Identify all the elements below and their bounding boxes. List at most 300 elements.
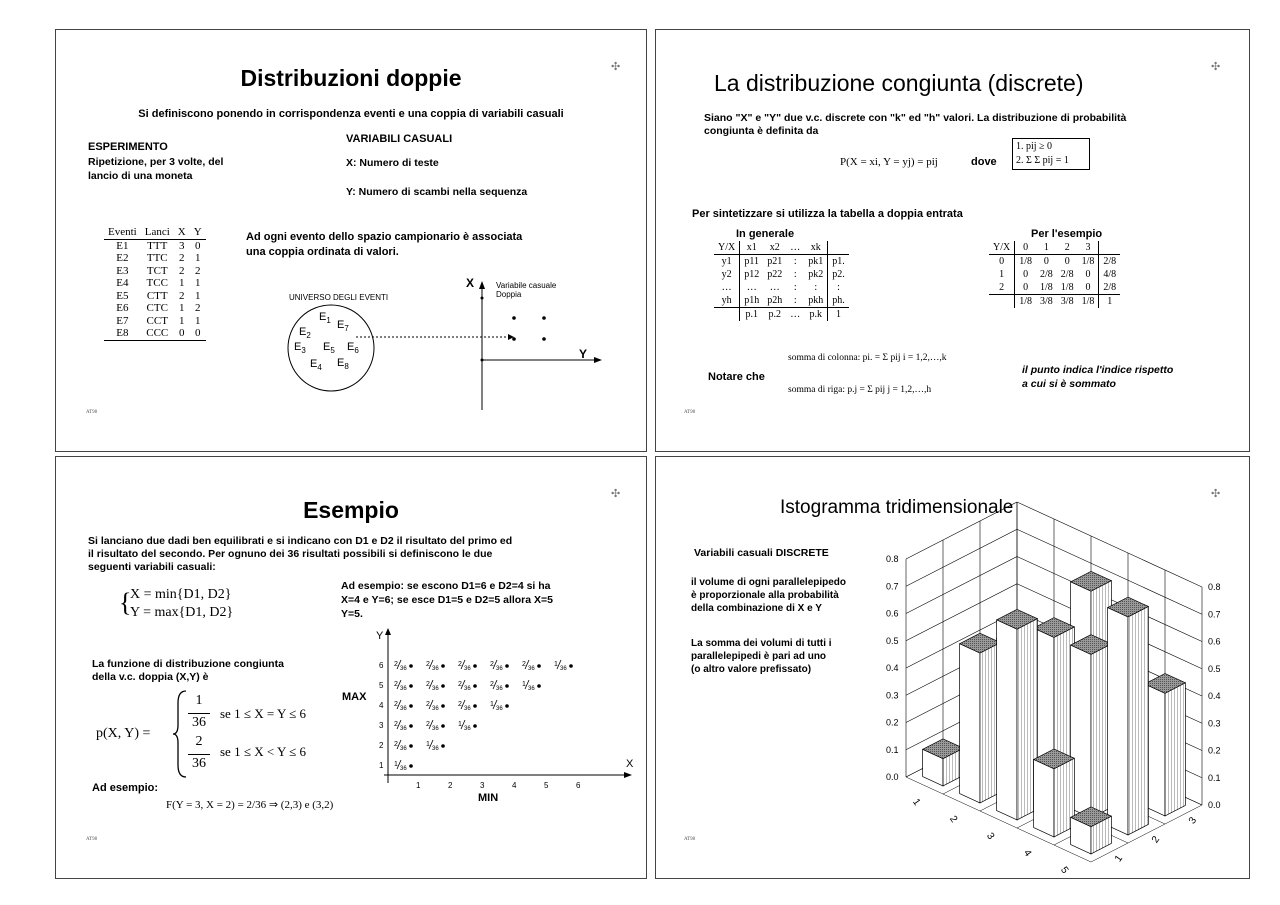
- table-cell: 1: [1036, 241, 1057, 255]
- point-dot: [409, 684, 413, 688]
- table-cell: CTT: [146, 289, 168, 302]
- case-brace: [172, 689, 188, 779]
- data-point: [426, 660, 445, 672]
- z-tick-label-left: 0.5: [886, 635, 899, 646]
- z-tick-label-right: 0.0: [1208, 800, 1221, 810]
- joint-formula: P(X = xi, Y = yj) = pij: [840, 156, 938, 168]
- table-cell: CCC: [141, 327, 174, 340]
- point-label-den: 36: [496, 706, 503, 712]
- table-cell: 0: [1015, 268, 1036, 281]
- intro-1: Si lanciano due dadi ben equilibrati e si indicano con D1 e D2 il risultato del primo ed: [88, 535, 513, 547]
- example-2: X=4 e Y=6; se esce D1=5 e D2=5 allora X=5: [341, 594, 554, 606]
- y-tick-label: 4: [379, 701, 384, 710]
- data-point: [426, 700, 445, 712]
- point-dot: [441, 744, 445, 748]
- def-x: X = min{D1, D2}: [130, 587, 232, 602]
- p-lhs: p(X, Y) =: [96, 726, 151, 741]
- x-tick-label: 1: [416, 781, 421, 790]
- col-header: Lanci: [141, 226, 174, 239]
- point-label-den: 36: [432, 726, 439, 732]
- table-cell: pk2: [808, 269, 824, 280]
- table-cell: 3: [1078, 241, 1099, 255]
- table-cell: 1/8: [1081, 256, 1095, 267]
- conditions-box: [1012, 138, 1090, 170]
- table-cell: 3/8: [1060, 296, 1074, 307]
- point-dot: [505, 684, 509, 688]
- table-cell: TTT: [147, 239, 168, 252]
- var-y: Y: Numero di scambi nella sequenza: [346, 186, 528, 198]
- table-cell: p12: [740, 268, 764, 281]
- table-cell: p1h: [740, 294, 764, 308]
- vol-3: della combinazione di X e Y: [691, 603, 822, 614]
- table-cell: x1: [740, 241, 764, 255]
- table-cell: y2: [721, 269, 732, 280]
- y-tick-label: 3: [1186, 815, 1200, 827]
- table-cell: …: [769, 282, 780, 293]
- point-dot: [409, 744, 413, 748]
- histogram-bar: [960, 633, 1001, 803]
- table-cell: 1: [194, 252, 201, 264]
- x-tick-label: 3: [984, 830, 997, 842]
- table-cell: p2h: [763, 294, 786, 308]
- general-joint-table: [714, 241, 849, 321]
- table-row: [714, 281, 849, 294]
- slide-title: La distribuzione congiunta (discrete): [714, 70, 1084, 96]
- table-cell: 2: [989, 281, 1015, 295]
- bar-front-face: [1034, 759, 1054, 836]
- point-label-num: 2: [490, 661, 494, 668]
- table-cell: TTC: [146, 252, 168, 264]
- point-label-num: 1: [426, 741, 430, 748]
- table-cell: :: [786, 294, 804, 308]
- table-cell: E1: [116, 239, 129, 252]
- point-label-num: 2: [394, 681, 398, 688]
- F-example: F(Y = 3, X = 2) = 2/36 ⇒ (2,3) e (3,2): [166, 799, 334, 811]
- point-label-den: 36: [400, 666, 407, 672]
- histogram-bar: [923, 739, 964, 786]
- z-tick-label-right: 0.4: [1208, 691, 1221, 701]
- slide-title: Distribuzioni doppie: [240, 65, 462, 91]
- footer: AT98: [684, 837, 696, 842]
- table-cell: :: [793, 269, 797, 280]
- var-heading: VARIABILI CASUALI: [346, 133, 453, 145]
- sum-1: La somma dei volumi di tutti i: [691, 638, 832, 649]
- event-label: $E_1$: [319, 311, 331, 325]
- y-tick-label: 1: [1112, 853, 1126, 865]
- vol-2: è proporzionale alla probabilità: [691, 590, 839, 601]
- event-label: $E_7$: [337, 319, 349, 333]
- z-tick-label-left: 0.2: [886, 717, 899, 728]
- example-1: Ad esempio: se escono D1=6 e D2=4 si ha: [341, 580, 551, 592]
- table-cell: 1/8: [1015, 255, 1036, 269]
- table-cell: 1/8: [1081, 296, 1095, 307]
- table-cell: 2/8: [1099, 255, 1120, 269]
- point-label-num: 2: [426, 661, 430, 668]
- table-cell: 0: [1015, 241, 1036, 255]
- point-label-den: 36: [400, 746, 407, 752]
- var-disc: Variabili casuali DISCRETE: [694, 547, 829, 559]
- slide-corner-icon: ✣: [1211, 488, 1221, 500]
- table-cell: 0: [174, 327, 190, 340]
- histogram-bar: [997, 609, 1038, 820]
- example-joint-table: [989, 241, 1120, 308]
- histogram-bar: [1108, 597, 1149, 835]
- slide-corner-icon: ✣: [1211, 61, 1221, 73]
- frac-num-2: 2: [195, 734, 203, 749]
- punto-note-2: a cui si è sommato: [1022, 378, 1116, 390]
- table-row: [714, 241, 849, 255]
- table-cell: p.2: [768, 309, 781, 320]
- point-dot: [505, 704, 509, 708]
- table-cell: 2: [1057, 241, 1078, 255]
- exp-heading: ESPERIMENTO: [88, 141, 168, 153]
- table-cell: 1: [178, 302, 185, 314]
- table-cell: 0: [1064, 256, 1070, 267]
- intro-2: congiunta è definita da: [704, 125, 819, 137]
- data-point: [394, 700, 413, 712]
- slide-distribuzioni-doppie: [55, 29, 647, 452]
- table-cell: 4/8: [1099, 268, 1120, 281]
- events-diagram: [56, 30, 646, 451]
- bar-front-face: [960, 644, 980, 803]
- z-tick-label-left: 0.7: [886, 581, 899, 592]
- table-cell: TCC: [146, 277, 168, 289]
- table-cell: 0: [1078, 281, 1099, 295]
- table-cell: 0: [1043, 256, 1049, 267]
- somma-colonna: somma di colonna: pi. = Σ pij i = 1,2,…,k: [788, 353, 947, 363]
- table-cell: 1/8: [1057, 281, 1078, 295]
- table-cell: pkh: [804, 294, 828, 308]
- data-point: [458, 700, 477, 712]
- z-tick-label-right: 0.5: [1208, 663, 1221, 674]
- mapped-point: [481, 359, 484, 362]
- table-cell: :: [828, 281, 849, 294]
- table-cell: 2/8: [1099, 281, 1120, 295]
- table-cell: E5: [116, 289, 129, 302]
- per-esempio-label: Per l'esempio: [1031, 228, 1103, 240]
- data-point: [490, 700, 509, 712]
- frac-den-1: 36: [192, 715, 206, 730]
- data-point: [394, 680, 413, 692]
- point-dot: [505, 664, 509, 668]
- table-cell: E4: [116, 277, 129, 289]
- table-cell: 1: [1099, 295, 1120, 309]
- table-row: [714, 308, 849, 322]
- table-cell: 3: [178, 239, 185, 252]
- table-cell: E3: [116, 264, 129, 277]
- y-tick-label: 2: [379, 741, 384, 750]
- condition-2: 2. Σ Σ pij = 1: [1016, 155, 1069, 166]
- table-cell: E7: [116, 314, 129, 327]
- mapped-point: [512, 337, 516, 341]
- var-doppia-label-1: Variabile casuale: [496, 281, 557, 290]
- table-cell: [714, 308, 740, 322]
- x-tick-label: 3: [480, 781, 485, 790]
- point-dot: [409, 704, 413, 708]
- point-dot: [473, 704, 477, 708]
- point-dot: [473, 664, 477, 668]
- z-tick-label-left: 0.8: [886, 554, 899, 564]
- footer: AT98: [86, 410, 98, 415]
- table-cell: 2: [178, 264, 185, 277]
- max-axis-label: MAX: [342, 691, 367, 703]
- table-cell: :: [814, 282, 818, 293]
- data-point: [522, 660, 541, 672]
- data-point: [522, 680, 541, 692]
- table-cell: p1.: [828, 255, 849, 269]
- point-label-num: 2: [522, 661, 526, 668]
- point-label-num: 1: [394, 761, 398, 768]
- table-cell: 0: [1085, 269, 1091, 280]
- z-tick-label-right: 0.1: [1208, 772, 1221, 783]
- case-1: se 1 ≤ X = Y ≤ 6: [220, 706, 306, 721]
- table-cell: x2: [763, 241, 786, 255]
- table-cell: [828, 241, 849, 255]
- point-label-num: 2: [458, 681, 462, 688]
- intro-2: il risultato del secondo. Per ognuno dei 36 risultati possibili si definiscono le due: [88, 548, 493, 560]
- ad-esempio: Ad esempio:: [92, 782, 159, 794]
- point-label-den: 36: [400, 766, 407, 772]
- y-tick-label: 1: [379, 761, 384, 770]
- point-label-num: 2: [394, 721, 398, 728]
- table-cell: 2: [194, 264, 201, 277]
- table-cell: p11: [740, 255, 764, 269]
- point-label-den: 36: [400, 686, 407, 692]
- point-label-num: 2: [394, 701, 398, 708]
- table-cell: 2: [194, 302, 201, 314]
- event-label: $E_5$: [323, 341, 335, 355]
- table-cell: xk: [804, 241, 828, 255]
- var-doppia-label-2: Doppia: [496, 290, 522, 299]
- data-point: [458, 680, 477, 692]
- table-cell: [1099, 241, 1120, 255]
- table-cell: p.k: [809, 309, 822, 320]
- table-cell: …: [790, 309, 801, 320]
- data-point: [458, 720, 477, 732]
- case-2: se 1 ≤ X < Y ≤ 6: [220, 744, 306, 759]
- col-header: Eventi: [104, 226, 141, 239]
- mapped-point: [542, 337, 546, 341]
- frac-bar-1: [188, 713, 210, 714]
- table-cell: 0: [190, 327, 206, 340]
- point-label-den: 36: [528, 666, 535, 672]
- min-axis-label: MIN: [478, 792, 499, 804]
- point-label-den: 36: [432, 706, 439, 712]
- table-cell: p2.: [828, 268, 849, 281]
- x-tick-label: 2: [448, 781, 453, 790]
- point-dot: [441, 664, 445, 668]
- somma-riga: somma di riga: p.j = Σ pij j = 1,2,…,h: [788, 385, 932, 395]
- point-label-num: 2: [426, 721, 430, 728]
- table-cell: 1: [194, 277, 201, 289]
- x-tick-label: 2: [947, 813, 960, 825]
- table-cell: yh: [714, 294, 740, 308]
- table-cell: :: [793, 282, 797, 293]
- table-cell: Y/X: [714, 241, 740, 255]
- condition-1: 1. pij ≥ 0: [1016, 141, 1053, 152]
- bar-side-face: [1165, 683, 1185, 816]
- point-dot: [537, 684, 541, 688]
- table-row: [989, 255, 1120, 269]
- point-label-num: 1: [490, 701, 494, 708]
- point-label-den: 36: [432, 746, 439, 752]
- sum-2: parallelepipedi è pari ad uno: [691, 651, 827, 662]
- histogram-bar: [1034, 749, 1075, 837]
- point-label-num: 2: [394, 661, 398, 668]
- table-cell: CTC: [146, 302, 168, 314]
- z-tick-label-right: 0.7: [1208, 609, 1221, 620]
- point-dot: [409, 764, 413, 768]
- z-tick-label-right: 0.8: [1208, 582, 1221, 592]
- table-cell: 2: [178, 289, 185, 302]
- in-generale-label: In generale: [736, 228, 795, 240]
- table-cell: 1: [178, 314, 185, 327]
- axis-y-label: Y: [579, 347, 588, 361]
- y-axis-letter: Y: [376, 630, 384, 642]
- table-cell: 2: [178, 252, 185, 264]
- event-label: $E_4$: [310, 358, 322, 372]
- point-label-den: 36: [464, 686, 471, 692]
- point-label-num: 2: [458, 661, 462, 668]
- table-cell: 2/8: [1060, 269, 1074, 280]
- def-y: Y = max{D1, D2}: [130, 605, 234, 620]
- dove-label: dove: [971, 156, 997, 168]
- table-cell: 0: [194, 239, 201, 252]
- point-label-den: 36: [528, 686, 535, 692]
- z-tick-label-left: 0.0: [886, 772, 899, 782]
- data-point: [490, 660, 509, 672]
- assoc-text-1: Ad ogni evento dello spazio campionario è associata: [246, 231, 523, 243]
- table-row: [714, 294, 849, 308]
- slide-istogramma: [655, 456, 1250, 879]
- grid-line: [1017, 502, 1202, 587]
- vol-1: il volume di ogni parallelepipedo: [691, 577, 847, 588]
- x-tick-label: 5: [1058, 864, 1071, 876]
- point-label-num: 2: [394, 741, 398, 748]
- point-dot: [441, 724, 445, 728]
- bar-front-face: [1108, 608, 1128, 835]
- point-label-num: 1: [522, 681, 526, 688]
- z-tick-label-right: 0.3: [1208, 718, 1221, 729]
- table-cell: 0: [999, 256, 1005, 267]
- event-label: $E_6$: [347, 341, 359, 355]
- data-point: [426, 680, 445, 692]
- point-label-den: 36: [464, 706, 471, 712]
- notare-label: Notare che: [708, 371, 765, 383]
- mapped-point: [481, 297, 484, 300]
- point-label-den: 36: [400, 706, 407, 712]
- col-header: Y: [190, 226, 206, 239]
- event-label: $E_3$: [294, 341, 306, 355]
- event-label: $E_8$: [337, 357, 349, 371]
- table-cell: …: [786, 241, 804, 255]
- histogram-bar: [1145, 673, 1186, 815]
- y-tick-label: 5: [379, 681, 384, 690]
- bar-side-face: [1128, 606, 1148, 834]
- point-label-num: 1: [554, 661, 558, 668]
- histogram-3d: [856, 527, 1246, 876]
- data-point: [458, 660, 477, 672]
- data-point: [426, 720, 445, 732]
- slide-title: Istogramma tridimensionale: [780, 497, 1014, 518]
- histogram-bar: [1071, 807, 1112, 854]
- data-point: [426, 740, 445, 752]
- table-cell: y1: [721, 256, 732, 267]
- example-3: Y=5.: [341, 608, 363, 620]
- table-row: [989, 281, 1120, 295]
- table-cell: 0: [1015, 281, 1036, 295]
- exp-text-1: Ripetizione, per 3 volte, del: [88, 156, 224, 168]
- point-dot: [537, 664, 541, 668]
- assoc-text-2: una coppia ordinata di valori.: [246, 246, 399, 258]
- intro-1: Siano "X" e "Y" due v.c. discrete con "k" ed "h" valori. La distribuzione di probabilità: [704, 112, 1127, 124]
- z-tick-label-left: 0.3: [886, 690, 899, 701]
- point-label-num: 1: [458, 721, 462, 728]
- x-tick-label: 6: [576, 781, 581, 790]
- point-label-den: 36: [464, 726, 471, 732]
- table-cell: …: [740, 281, 764, 294]
- point-dot: [441, 704, 445, 708]
- x-tick-label: 5: [544, 781, 549, 790]
- func-text-1: La funzione di distribuzione congiunta: [92, 658, 284, 670]
- y-tick-label: 3: [379, 721, 384, 730]
- z-tick-label-left: 0.1: [886, 744, 899, 755]
- mapped-point: [542, 316, 546, 320]
- point-label-den: 36: [496, 666, 503, 672]
- point-label-den: 36: [432, 666, 439, 672]
- x-axis-letter: X: [626, 758, 634, 770]
- point-dot: [409, 664, 413, 668]
- punto-note-1: il punto indica l'indice rispetto: [1022, 364, 1174, 376]
- arrow-head: [479, 281, 485, 289]
- table-row: [714, 255, 849, 269]
- slide-distribuzione-congiunta: [655, 29, 1250, 452]
- z-tick-label-left: 0.4: [886, 663, 899, 673]
- table-cell: 1: [828, 308, 849, 322]
- table-cell: pk1: [808, 256, 824, 267]
- footer: AT98: [86, 837, 98, 842]
- table-cell: CCT: [146, 314, 168, 327]
- table-row: [989, 241, 1120, 255]
- x-tick-label: 1: [910, 796, 923, 808]
- data-point: [394, 720, 413, 732]
- table-cell: E8: [104, 327, 141, 340]
- table-cell: p21: [767, 256, 783, 267]
- bar-front-face: [997, 620, 1017, 820]
- table-cell: 3/8: [1040, 296, 1053, 307]
- table-row: [714, 268, 849, 281]
- grid-line: [906, 557, 1017, 614]
- frac-bar-2: [188, 754, 210, 755]
- point-label-den: 36: [432, 686, 439, 692]
- universe-label: UNIVERSO DEGLI EVENTI: [289, 293, 389, 302]
- joint-distribution-scatter: [336, 625, 641, 815]
- table-row: [989, 268, 1120, 281]
- table-cell: 1: [194, 289, 201, 302]
- var-x: X: Numero di teste: [346, 157, 439, 169]
- point-dot: [441, 684, 445, 688]
- slide-corner-icon: ✣: [611, 61, 621, 73]
- table-cell: [989, 295, 1015, 309]
- frac-den-2: 36: [192, 756, 206, 771]
- table-cell: Y/X: [989, 241, 1015, 255]
- point-dot: [473, 724, 477, 728]
- point-dot: [473, 684, 477, 688]
- table-cell: 1: [178, 277, 185, 289]
- def-brace: {: [119, 588, 132, 617]
- table-cell: p22: [767, 269, 783, 280]
- data-point: [490, 680, 509, 692]
